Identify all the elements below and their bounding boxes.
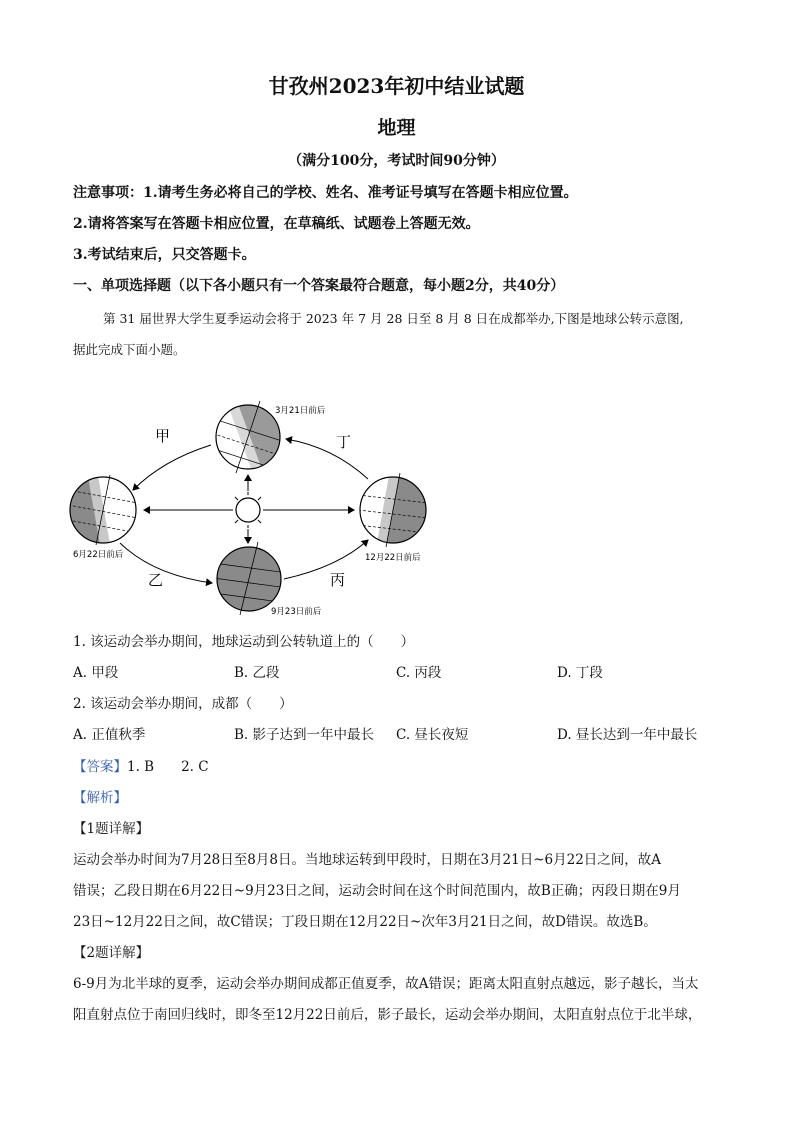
orbit-arc-ding: [286, 439, 368, 479]
answer-text: 1. B 2. C: [127, 759, 209, 775]
q1-option-b: B. 乙段: [234, 665, 280, 681]
label-yi: 乙: [148, 571, 164, 589]
section-heading: 一、单项选择题（以下各小题只有一个答案最符合题意，每小题2分，共40分）: [73, 278, 565, 294]
q1-option-d: D. 丁段: [557, 665, 603, 681]
q2-analysis-heading: 【2题详解】: [73, 945, 150, 961]
q2-option-c: C. 昼长夜短: [396, 727, 469, 743]
exam-title: 甘孜州2023年初中结业试题: [268, 74, 525, 98]
analysis-tag: 【解析】: [73, 790, 127, 806]
q1-analysis-heading: 【1题详解】: [73, 821, 150, 837]
q2-option-d: D. 昼长达到一年中最长: [557, 727, 698, 743]
notice-line-2: 2.请将答案写在答题卡相应位置，在草稿纸、试题卷上答题无效。: [73, 216, 480, 232]
q2-stem: 2. 该运动会举办期间，成都（ ）: [73, 696, 293, 712]
answer-line: [73, 755, 209, 775]
subject-title: 地理: [377, 117, 416, 139]
orbit-arc-bing: [284, 540, 368, 579]
date-label-september: 9月23日前后: [271, 607, 322, 617]
intro-line-1: 第 31 届世界大学生夏季运动会将于 2023 年 7 月 28 日至 8 月 8 日在成都举办,下图是地球公转示意图,: [103, 311, 684, 326]
date-label-june: 6月22日前后: [73, 550, 124, 560]
earth-september: [213, 542, 288, 615]
q2-option-b: B. 影子达到一年中最长: [234, 727, 375, 743]
exam-info: （满分100分，考试时间90分钟）: [288, 153, 505, 169]
earth-june: [68, 475, 138, 553]
label-bing: 丙: [330, 571, 346, 589]
date-label-december: 12月22日前后: [365, 553, 421, 563]
q1-stem: 1. 该运动会举办期间，地球运动到公转轨道上的（ ）: [73, 634, 415, 650]
sun-icon: [230, 492, 266, 528]
earth-december: [358, 473, 438, 553]
earth-revolution-diagram: [68, 395, 438, 620]
q2-analysis-line: 6-9月为北半球的夏季，运动会举办期间成都正值夏季，故A错误；距离太阳直射点越远，影子越长，当太: [73, 976, 699, 992]
label-ding: 丁: [336, 433, 352, 451]
date-label-march: 3月21日前后: [275, 406, 326, 416]
q1-analysis-line: 错误；乙段日期在6月22日~9月23日之间，运动会时间在这个时间范围内，故B正确；丙段日期在9月: [73, 883, 681, 899]
answer-tag: 【答案】: [73, 759, 127, 775]
q1-analysis-line: 运动会举办时间为7月28日至8月8日。当地球运转到甲段时，日期在3月21日~6月22日之间，故A: [73, 852, 662, 868]
q1-option-c: C. 丙段: [396, 665, 442, 681]
notice-line-3: 3.考试结束后，只交答题卡。: [73, 247, 256, 263]
q2-option-a: A. 正值秋季: [73, 727, 146, 743]
orbit-arc-yi: [120, 543, 212, 583]
orbit-arc-jia: [133, 445, 211, 490]
q1-analysis-line: 23日~12月22日之间，故C错误；丁段日期在12月22日~次年3月21日之间，故D错误。故选B。: [73, 914, 657, 930]
q2-analysis-line: 阳直射点位于南回归线时，即冬至12月22日前后，影子最长，运动会举办期间，太阳直射点位于北半球，: [73, 1007, 702, 1023]
q1-option-a: A. 甲段: [73, 665, 119, 681]
notice-line-1: 注意事项：1.请考生务必将自己的学校、姓名、准考证号填写在答题卡相应位置。: [73, 185, 578, 201]
label-jia: 甲: [155, 427, 171, 445]
intro-line-2: 据此完成下面小题。: [73, 342, 186, 357]
